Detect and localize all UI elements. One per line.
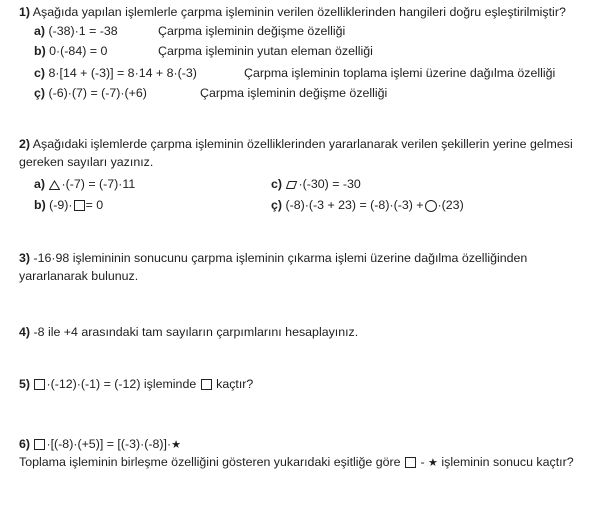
q1-option-a [34, 24, 118, 39]
minus-sign: - [420, 455, 425, 469]
option-label: b) [34, 44, 46, 58]
option-label: c) [34, 66, 46, 80]
question-number: 4) [19, 325, 31, 339]
circle-blank-icon [425, 200, 437, 212]
question-3 [19, 251, 527, 266]
option-expression: 0·(-84) = 0 [49, 44, 108, 58]
option-expression-left: (-8)·(-3 + 23) = (-8)·(-3) + [285, 198, 424, 212]
option-expression: ·(-30) = -30 [298, 177, 361, 191]
question-2 [19, 137, 573, 152]
option-label: a) [34, 177, 46, 191]
option-label: ç) [271, 198, 283, 212]
question-number: 6) [19, 437, 31, 451]
option-label: ç) [34, 86, 46, 100]
question-text: Toplama işleminin birleşme özelliğini gösteren yukarıdaki eşitliğe göre [19, 455, 401, 469]
question-4 [19, 325, 358, 340]
question-number: 5) [19, 377, 31, 391]
square-blank-icon [34, 379, 45, 390]
star-blank-icon: ★ [428, 457, 438, 469]
question-number: 1) [19, 5, 31, 19]
option-expression: (-6)·(7) = (-7)·(+6) [48, 86, 147, 100]
square-blank-icon [405, 457, 416, 468]
question-text: Aşağıdaki işlemlerde çarpma işleminin özelliklerinden yararlanarak verilen şekillerin yerine gelmesi [32, 137, 573, 151]
question-1 [19, 5, 566, 20]
q1-option-d-property: Çarpma işleminin değişme özelliği [200, 86, 388, 100]
option-expression: (-38)·1 = -38 [48, 24, 118, 38]
question-expression: ·[(-8)·(+5)] = [(-3)·(-8)]· [46, 437, 172, 451]
option-expression: 8·[14 + (-3)] = 8·14 + 8·(-3) [48, 66, 197, 80]
square-blank-icon [201, 379, 212, 390]
question-2-text-cont: gereken sayıları yazınız. [19, 155, 154, 169]
option-expression-right: ·(23) [437, 198, 464, 212]
q1-option-b-property: Çarpma işleminin yutan eleman özelliği [158, 44, 373, 58]
question-expression: ·(-12)·(-1) = (-12) işleminde [46, 377, 197, 391]
option-expression-right: = 0 [85, 198, 104, 212]
square-blank-icon [34, 439, 45, 450]
option-expression: ·(-7) = (-7)·11 [61, 177, 136, 191]
square-blank-icon [74, 200, 85, 211]
q1-option-c-property: Çarpma işleminin toplama işlemi üzerine dağılma özelliği [244, 66, 556, 80]
q1-option-b [34, 44, 107, 59]
question-text: -8 ile +4 arasındaki tam sayıların çarpımlarını hesaplayınız. [33, 325, 359, 339]
question-3-text-cont: yararlanarak bulunuz. [19, 269, 139, 283]
q2-item-a [34, 177, 135, 192]
q1-option-c [34, 66, 197, 81]
question-text: -16·98 işlemininin sonucunu çarpma işleminin çıkarma işlemi üzerine dağılma özelliğinden [33, 251, 528, 265]
question-number: 3) [19, 251, 31, 265]
option-label: a) [34, 24, 46, 38]
parallelogram-blank-icon [286, 180, 297, 190]
question-6 [19, 437, 181, 453]
star-blank-icon: ★ [171, 439, 181, 451]
option-label: c) [271, 177, 283, 191]
question-text-tail: işleminin sonucu kaçtır? [441, 455, 574, 469]
question-number: 2) [19, 137, 31, 151]
option-label: b) [34, 198, 46, 212]
q2-item-b [34, 198, 103, 213]
q2-item-d [271, 198, 464, 213]
question-text: Aşağıda yapılan işlemlerle çarpma işleminin verilen özelliklerinden hangileri doğru eşleştirilmiştir? [32, 5, 566, 19]
triangle-blank-icon [49, 180, 60, 190]
question-text: kaçtır? [216, 377, 254, 391]
question-5 [19, 377, 253, 392]
q1-option-d [34, 86, 147, 101]
q2-item-c [271, 177, 361, 192]
q1-option-a-property: Çarpma işleminin değişme özelliği [158, 24, 346, 38]
option-expression-left: (-9)· [49, 198, 73, 212]
question-6-text-cont [19, 455, 574, 471]
